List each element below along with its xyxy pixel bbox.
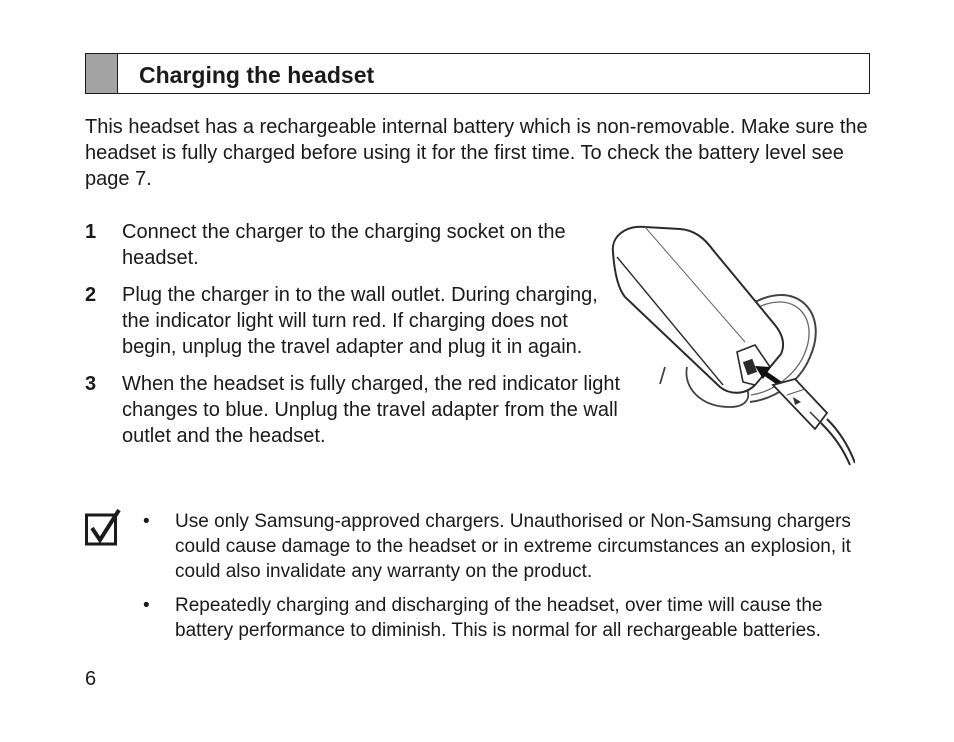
intro-paragraph: This headset has a rechargeable internal battery which is non-removable. Make sure the headset is fully charged before using it for the first time. To check the battery level see page 7. — [85, 116, 868, 190]
note-text: Repeatedly charging and discharging of the headset, over time will cause the battery performance to diminish. This is normal for all rechargeable batteries. — [175, 595, 823, 641]
step-text: When the headset is fully charged, the red indicator light changes to blue. Unplug the travel adapter from the wall outlet and the headset. — [122, 373, 621, 447]
notes-list — [143, 509, 878, 652]
checkbox-check-icon — [85, 508, 121, 546]
step-item — [85, 282, 625, 360]
bullet: • — [143, 595, 150, 616]
page-number: 6 — [85, 668, 97, 690]
note-item — [143, 509, 878, 584]
step-item — [85, 219, 625, 271]
headset-charger-illustration — [605, 217, 855, 467]
step-text: Plug the charger in to the wall outlet. During charging, the indicator light will turn red. If charging does not begin, unplug the travel adapter and plug it in again. — [122, 284, 598, 358]
step-text: Connect the charger to the charging socket on the headset. — [122, 221, 566, 269]
steps-list — [85, 219, 625, 460]
step-number: 2 — [85, 284, 97, 306]
section-header — [85, 53, 870, 94]
note-text: Use only Samsung-approved chargers. Unauthorised or Non-Samsung chargers could cause damage to the headset or in extreme circumstances an explosion, it could also invalidate any warranty on the product. — [175, 511, 851, 582]
step-item — [85, 371, 625, 449]
bullet: • — [143, 511, 150, 532]
note-item — [143, 593, 878, 643]
step-number: 3 — [85, 373, 97, 395]
step-number: 1 — [85, 221, 97, 243]
section-title: Charging the headset — [139, 62, 375, 88]
header-tab — [86, 54, 118, 93]
